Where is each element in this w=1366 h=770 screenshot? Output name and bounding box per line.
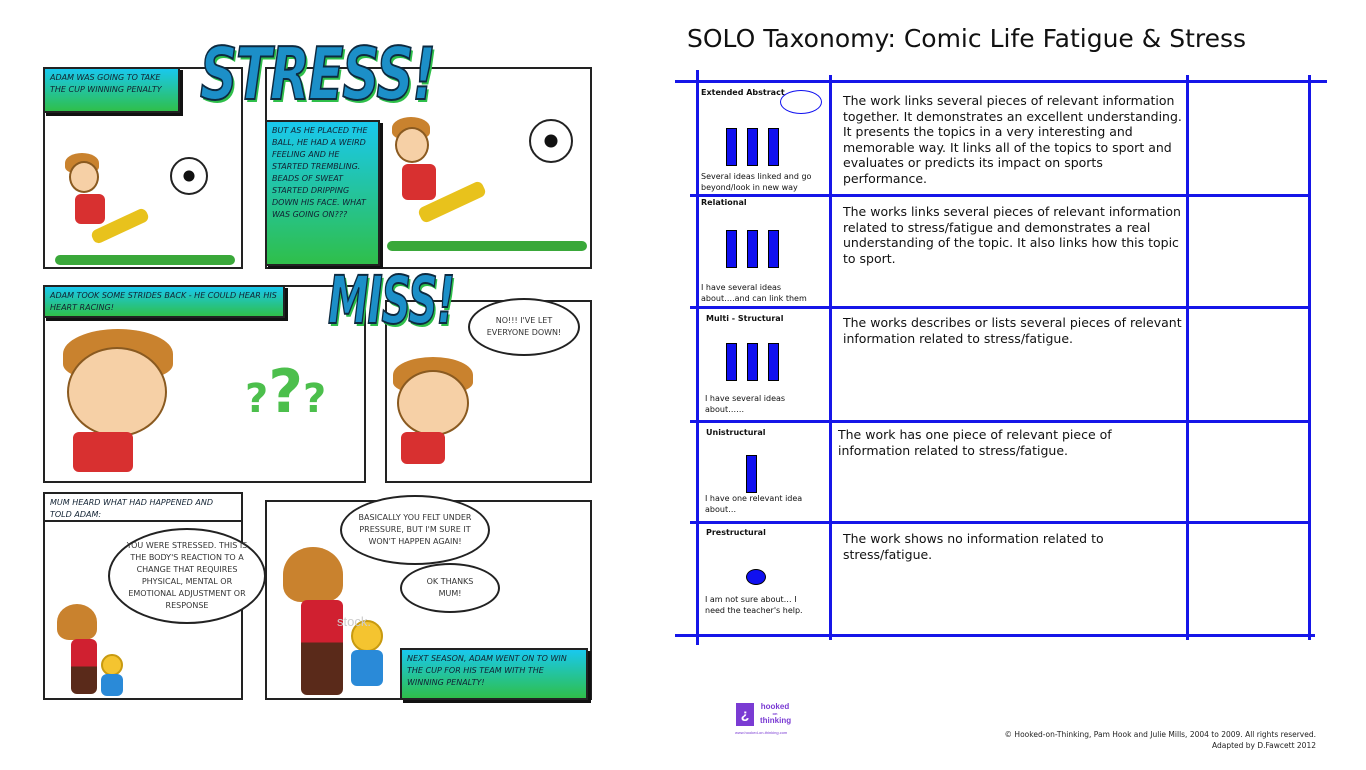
divider bbox=[690, 521, 1310, 524]
boy-body bbox=[75, 194, 105, 224]
caption-5: NEXT SEASON, ADAM WENT ON TO WIN THE CUP FOR HIS TEAM WITH THE WINNING PENALTY! bbox=[400, 648, 588, 700]
level-description: The works describes or lists several pieces of relevant information related to stress/fatigue. bbox=[843, 315, 1182, 346]
mum-body bbox=[71, 639, 97, 694]
prestructural-dot-icon bbox=[746, 569, 766, 585]
level-caption: Several ideas linked and go beyond/look in new way bbox=[701, 172, 812, 192]
level-description: The work links several pieces of relevant information together. It demonstrates an excellent understanding. It presents the topics in a very interesting and memorable way. It links all of the topics to sport and evaluates or predicts its impact on sports performance. bbox=[843, 93, 1182, 186]
level-caption: I have one relevant idea about… bbox=[705, 494, 803, 514]
soccer-ball bbox=[529, 119, 573, 163]
child-body bbox=[351, 650, 383, 686]
adapted-by: Adapted by D.Fawcett 2012 bbox=[1211, 741, 1316, 750]
logo-bottom: thinking bbox=[760, 716, 792, 725]
speech-bubble-3: BASICALLY YOU FELT UNDER PRESSURE, BUT I'M SURE IT WON'T HAPPEN AGAIN! bbox=[340, 495, 490, 565]
caption-3: ADAM TOOK SOME STRIDES BACK - HE COULD HEAR HIS HEART RACING! bbox=[43, 285, 285, 318]
divider bbox=[690, 194, 1310, 197]
boy-body bbox=[401, 432, 445, 464]
caption-1: ADAM WAS GOING TO TAKE THE CUP WINNING PENALTY bbox=[43, 67, 180, 113]
logo-top: hooked bbox=[760, 702, 790, 711]
divider bbox=[1308, 75, 1311, 640]
mum-hair bbox=[283, 547, 343, 602]
copyright: © Hooked-on-Thinking, Pam Hook and Julie Mills, 2004 to 2009. All rights reserved. bbox=[1004, 730, 1316, 739]
level-name: Extended Abstract bbox=[701, 88, 785, 97]
caption-2: BUT AS HE PLACED THE BALL, HE HAD A WEIRD FEELING AND HE STARTED TREMBLING. BEADS OF SWEAT STARTED DRIPPING DOWN HIS FACE. WHAT WAS GOING ON??? bbox=[265, 120, 380, 266]
watermark: stock. bbox=[337, 614, 371, 629]
boy-body bbox=[73, 432, 133, 472]
caption-4: MUM HEARD WHAT HAD HAPPENED AND TOLD ADAM: bbox=[43, 492, 243, 522]
logo-url: www.hooked-on-thinking.com bbox=[735, 730, 788, 735]
level-description: The work has one piece of relevant piece of information related to stress/fatigue. bbox=[838, 427, 1112, 458]
level-caption: I have several ideas about…… bbox=[705, 394, 786, 414]
level-name: Relational bbox=[701, 198, 747, 207]
question-marks: ??? bbox=[245, 357, 327, 427]
child-head bbox=[101, 654, 123, 676]
boy-head bbox=[69, 161, 99, 193]
speech-bubble-4: OK THANKS MUM! bbox=[400, 563, 500, 613]
logo-text bbox=[760, 703, 790, 725]
level-name: Prestructural bbox=[706, 528, 766, 537]
level-name: Multi - Structural bbox=[706, 314, 784, 323]
child-body bbox=[101, 674, 123, 696]
divider bbox=[696, 70, 699, 645]
divider bbox=[675, 634, 1315, 637]
hooked-on-thinking-logo-icon: ¿ bbox=[736, 703, 754, 726]
level-caption: I am not sure about… I need the teacher's help. bbox=[705, 595, 803, 615]
miss-title: MISS! bbox=[328, 262, 454, 339]
boy-body bbox=[402, 164, 436, 200]
divider bbox=[1186, 75, 1189, 640]
boy-head bbox=[395, 127, 429, 163]
divider bbox=[690, 420, 1310, 423]
boy-head bbox=[397, 370, 469, 436]
logo-mid: on bbox=[772, 711, 778, 716]
divider bbox=[690, 306, 1310, 309]
boy-head bbox=[67, 347, 167, 437]
grass bbox=[387, 241, 587, 251]
page-title: SOLO Taxonomy: Comic Life Fatigue & Stress bbox=[687, 24, 1247, 53]
level-caption: I have several ideas about….and can link them bbox=[701, 283, 807, 303]
level-description: The work shows no information related to stress/fatigue. bbox=[843, 531, 1104, 562]
divider bbox=[829, 75, 832, 640]
mum-hair bbox=[57, 604, 97, 640]
grass bbox=[55, 255, 235, 265]
speech-bubble-1: NO!!! I'VE LET EVERYONE DOWN! bbox=[468, 298, 580, 356]
speech-bubble-2: YOU WERE STRESSED. THIS IS THE BODY'S REACTION TO A CHANGE THAT REQUIRES PHYSICAL, MENTAL OR EMOTIONAL ADJUSTMENT OR RESPONSE bbox=[108, 528, 266, 624]
level-description: The works links several pieces of relevant information related to stress/fatigue and demonstrates a real understanding of the topic. It also links how this topic to sport. bbox=[843, 204, 1181, 266]
soccer-ball bbox=[170, 157, 208, 195]
divider bbox=[675, 80, 1327, 83]
stress-title: STRESS! bbox=[200, 32, 435, 116]
level-name: Unistructural bbox=[706, 428, 766, 437]
